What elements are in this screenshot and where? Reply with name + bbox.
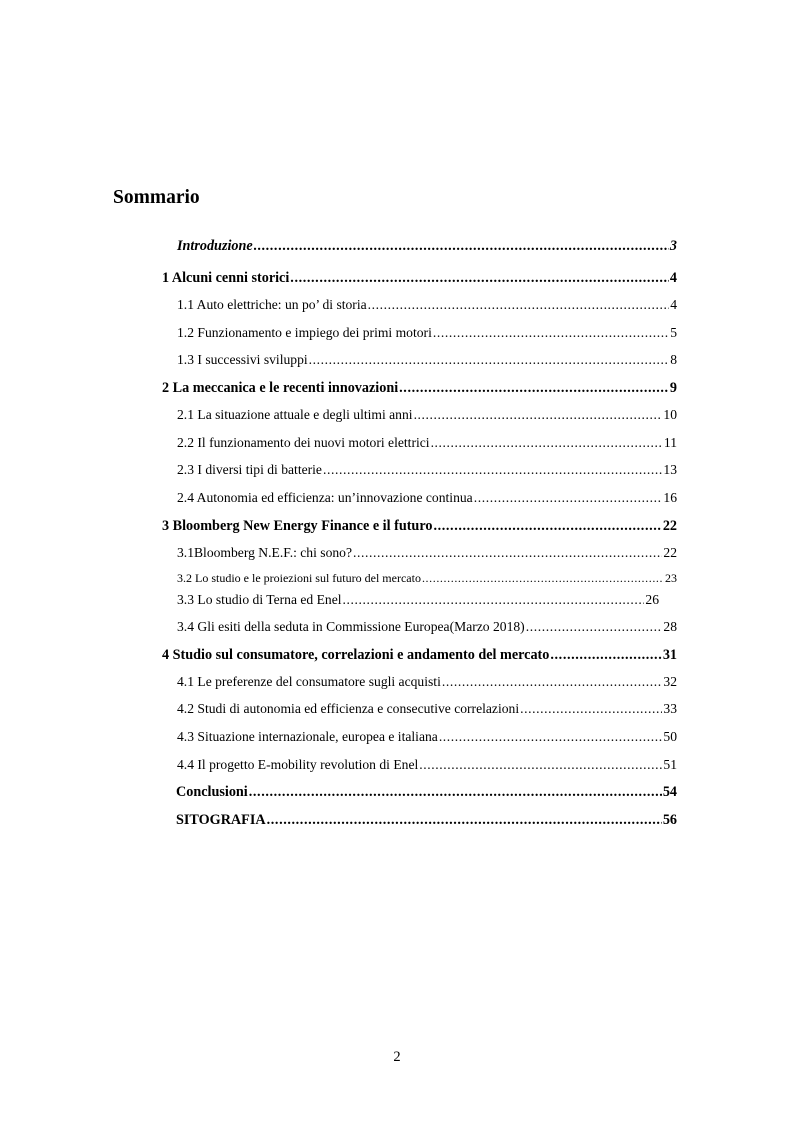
toc-entry-page: 22 [662,518,677,534]
toc-entry[interactable] [177,488,677,508]
toc-entry-label: 4.4 Il progetto E-mobility revolution di Enel [177,757,419,772]
toc-entry[interactable] [177,236,677,256]
toc-entry[interactable] [162,645,677,665]
toc-entry[interactable] [162,268,677,288]
toc-entry-page: 31 [662,647,677,663]
dot-leader [474,488,663,508]
toc-entry-page: 33 [663,701,677,716]
toc-entry[interactable] [162,378,677,398]
toc-entry[interactable] [177,755,677,775]
dot-leader [550,645,661,665]
toc-entry-page: 54 [662,784,677,800]
toc-entry-label: 3.2 Lo studio e le proiezioni sul futuro del mercato [177,571,421,585]
toc-entry-label: 3.4 Gli esiti della seduta in Commissione Europea(Marzo 2018) [177,619,525,634]
toc-entry-label: 4.3 Situazione internazionale, europea e italiana [177,729,438,744]
toc-entry-page: 8 [670,352,677,367]
toc-entry[interactable] [177,405,677,425]
dot-leader [526,617,663,637]
toc-entry-label: 2.2 Il funzionamento dei nuovi motori elettrici [177,435,430,450]
toc-entry-page: 10 [663,407,677,422]
toc-entry-label: 1 Alcuni cenni storici [162,270,290,286]
dot-leader [419,755,662,775]
toc-entry[interactable] [177,543,677,563]
dot-leader [290,268,669,288]
toc-entry-page: 11 [663,435,677,450]
toc-entry-label: 3.3 Lo studio di Terna ed Enel [177,592,342,607]
dot-leader [433,323,669,343]
toc-entry-page: 13 [663,462,677,477]
toc-entry-page: 4 [670,297,677,312]
toc-entry-label: 2.3 I diversi tipi di batterie [177,462,322,477]
toc-entry-page: 50 [663,729,677,744]
toc-entry-page: 51 [663,757,677,772]
dot-leader [431,433,663,453]
toc-entry-page: 56 [662,812,677,828]
toc-entry-page: 28 [663,619,677,634]
toc-entry[interactable] [177,460,677,480]
toc-entry-label: 1.1 Auto elettriche: un po’ di storia [177,297,367,312]
toc-entry[interactable] [177,699,677,719]
toc-entry-label: 2.4 Autonomia ed efficienza: un’innovazione continua [177,490,473,505]
toc-entry[interactable] [177,617,677,637]
toc-entry-page: 9 [669,380,677,396]
toc-entry[interactable] [177,295,677,315]
dot-leader [368,295,670,315]
toc-entry-page: 22 [663,545,677,560]
toc-entry-page: 23 [665,571,677,585]
toc-entry-page: 16 [663,490,677,505]
toc-entry[interactable] [176,810,677,830]
page-number: 2 [393,1049,401,1065]
toc-entry[interactable] [177,590,659,610]
toc-entry-page: 3 [669,238,677,254]
dot-leader [254,236,669,256]
dot-leader [343,590,645,610]
dot-leader [353,543,662,563]
dot-leader [520,699,662,719]
dot-leader [249,782,662,802]
dot-leader [422,568,664,588]
toc-entry[interactable] [177,433,677,453]
dot-leader [442,672,663,692]
dot-leader [399,378,669,398]
toc-entry[interactable] [177,727,677,747]
toc-entry[interactable] [177,323,677,343]
toc-entry[interactable] [177,672,677,692]
toc-entry-label: 3.1Bloomberg N.E.F.: chi sono? [177,545,352,560]
toc-entry-label: Conclusioni [176,784,248,800]
toc-entry-label: SITOGRAFIA [176,812,266,828]
toc-entry-label: 2.1 La situazione attuale e degli ultimi anni [177,407,413,422]
page-title: Sommario [113,187,200,208]
toc-entry-label: 4.1 Le preferenze del consumatore sugli acquisti [177,674,441,689]
toc-entry-page: 32 [663,674,677,689]
dot-leader [439,727,663,747]
toc-entry-label: 4.2 Studi di autonomia ed efficienza e consecutive correlazioni [177,701,520,716]
toc-entry[interactable] [176,782,677,802]
toc-entry[interactable] [177,568,677,588]
dot-leader [323,460,662,480]
toc-entry-label: 1.2 Funzionamento e impiego dei primi motori [177,325,432,340]
toc-entry[interactable] [162,516,677,536]
dot-leader [309,350,670,370]
toc-entry-label: 1.3 I successivi sviluppi [177,352,308,367]
dot-leader [414,405,663,425]
toc-entry-label: 2 La meccanica e le recenti innovazioni [162,380,399,396]
toc-entry-page: 4 [669,270,677,286]
toc-entry-label: 4 Studio sul consumatore, correlazioni e andamento del mercato [162,647,550,663]
dot-leader [267,810,662,830]
toc-entry-label: Introduzione [177,238,253,254]
toc-entry[interactable] [177,350,677,370]
toc-entry-page: 5 [670,325,677,340]
dot-leader [433,516,661,536]
toc-entry-page: 26 [645,592,659,607]
toc-entry-label: 3 Bloomberg New Energy Finance e il futuro [162,518,433,534]
